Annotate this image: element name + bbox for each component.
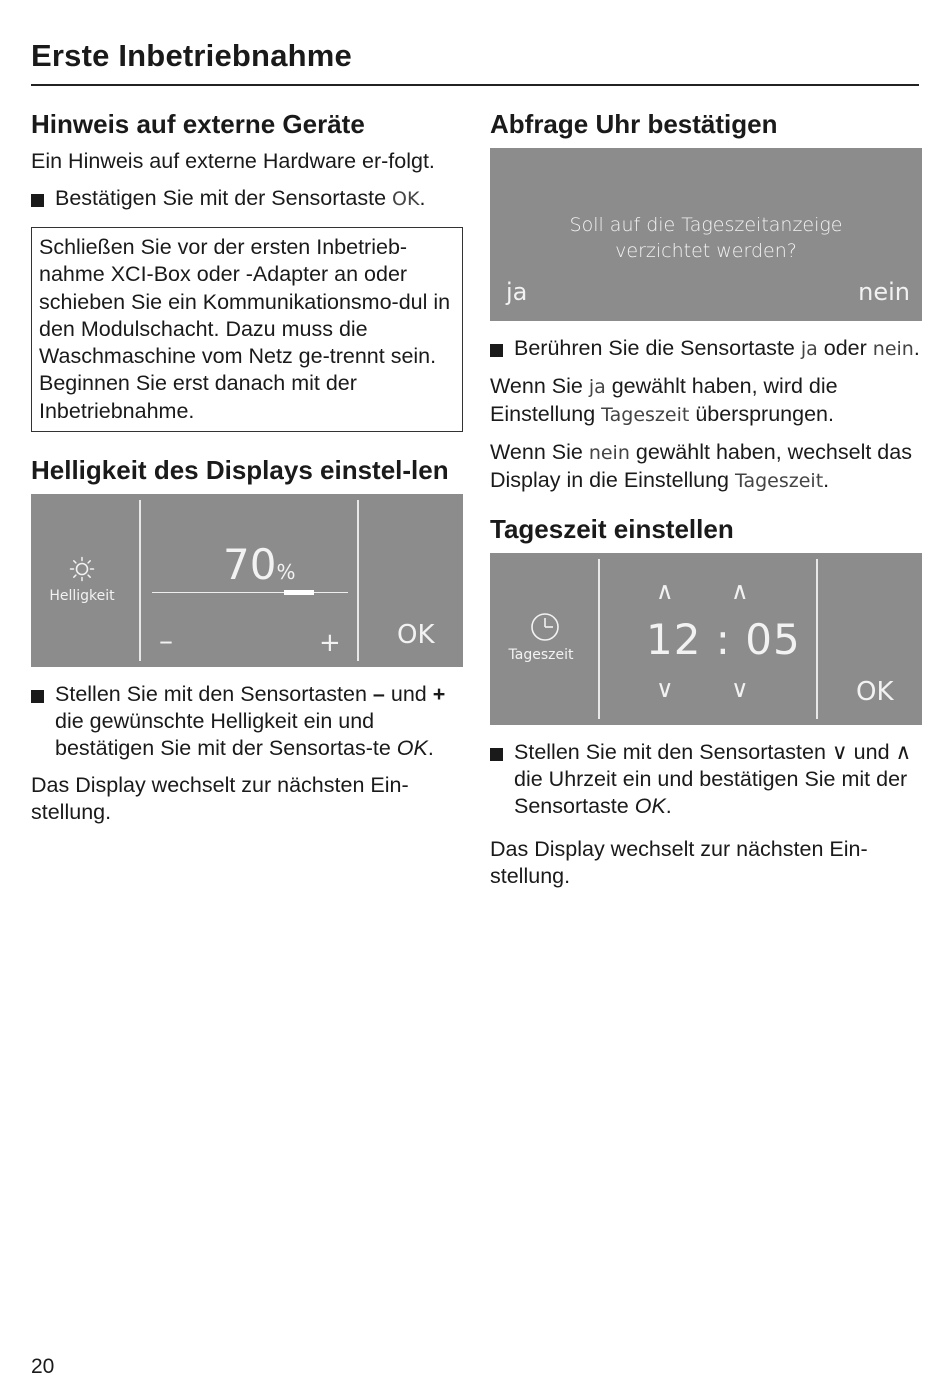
divider xyxy=(598,559,600,719)
abfrage-para-2: Wenn Sie nein gewählt haben, wechselt das Display in die Einstellung Tageszeit. xyxy=(490,440,912,492)
key-ja: ja xyxy=(800,338,818,360)
left-column xyxy=(31,108,463,836)
divider xyxy=(139,500,141,661)
divider xyxy=(357,500,359,661)
clock-icon xyxy=(530,612,560,642)
minus-button[interactable]: – xyxy=(159,624,173,658)
key-down: ∨ xyxy=(831,740,848,764)
abfrage-para-1: Wenn Sie ja gewählt haben, wird die Einstellung Tageszeit übersprungen. xyxy=(490,374,838,426)
hinweis-text: Ein Hinweis auf externe Hardware er-folgt. xyxy=(31,149,435,173)
helligkeit-heading: Helligkeit des Displays einstel-len xyxy=(31,455,449,486)
brightness-value: 70% xyxy=(223,540,296,590)
time-display xyxy=(490,553,922,725)
bullet-icon xyxy=(490,748,503,761)
clock-query-display xyxy=(490,148,922,321)
key-ok: OK xyxy=(392,188,420,210)
key-plus: + xyxy=(432,682,446,707)
bullet-icon xyxy=(31,690,44,703)
yes-button[interactable]: ja xyxy=(506,278,528,306)
key-up: ∧ xyxy=(895,740,912,764)
divider xyxy=(816,559,818,719)
brightness-slider-thumb[interactable] xyxy=(284,590,314,595)
hinweis-step: Bestätigen Sie mit der Sensortaste OK. xyxy=(31,185,463,213)
key-nein: nein xyxy=(872,338,914,360)
hour-up-button[interactable]: ∧ xyxy=(656,577,674,605)
hinweis-heading: Hinweis auf externe Geräte xyxy=(31,109,365,139)
bullet-icon xyxy=(31,194,44,207)
helligkeit-step: Stellen Sie mit den Sensortasten – und + die gewünschte Helligkeit ein und bestätigen Sie mit der Sensortas-te OK. xyxy=(31,681,463,762)
tageszeit-after: Das Display wechselt zur nächsten Ein-stellung. xyxy=(490,837,868,888)
brightness-label: Helligkeit xyxy=(49,588,115,605)
abfrage-heading: Abfrage Uhr bestätigen xyxy=(490,109,778,139)
query-message: Soll auf die Tageszeitanzeige verzichtet werden? xyxy=(569,214,843,262)
ok-button[interactable]: OK xyxy=(397,620,435,651)
title-rule xyxy=(31,84,919,86)
note-box: Schließen Sie vor der ersten Inbetrieb-nahme XCI-Box oder -Adapter an oder schieben Sie ein Kommunikationsmo-dul in den Modulschacht. Dazu muss die Waschmaschine vom Netz ge-trennt sein. Beginnen Sie erst danach mit der Inbetriebnahme. xyxy=(31,227,463,432)
right-column xyxy=(490,108,922,900)
sun-icon xyxy=(69,556,95,582)
page-title: Erste Inbetriebnahme xyxy=(31,38,352,73)
ok-button[interactable]: OK xyxy=(856,677,894,707)
abfrage-step: Berühren Sie die Sensortaste ja oder nein. xyxy=(490,335,922,363)
minute-down-button[interactable]: ∨ xyxy=(731,675,749,703)
page-number: 20 xyxy=(31,1355,55,1378)
key-ok: OK xyxy=(634,794,666,818)
plus-button[interactable]: + xyxy=(319,628,341,659)
helligkeit-after: Das Display wechselt zur nächsten Ein-stellung. xyxy=(31,773,409,825)
key-minus: – xyxy=(372,682,385,707)
time-value: 12 : 05 xyxy=(646,615,801,664)
time-label: Tageszeit xyxy=(508,647,574,663)
brightness-display xyxy=(31,494,463,667)
tageszeit-step: Stellen Sie mit den Sensortasten ∨ und ∧ die Uhrzeit ein und bestätigen Sie mit der Sensortaste OK. xyxy=(490,739,922,820)
hour-down-button[interactable]: ∨ xyxy=(656,675,674,703)
key-ok: OK xyxy=(396,736,428,761)
bullet-icon xyxy=(490,344,503,357)
tageszeit-heading: Tageszeit einstellen xyxy=(490,514,734,544)
brightness-slider-track[interactable] xyxy=(152,592,348,593)
minute-up-button[interactable]: ∧ xyxy=(731,577,749,605)
no-button[interactable]: nein xyxy=(858,278,910,306)
